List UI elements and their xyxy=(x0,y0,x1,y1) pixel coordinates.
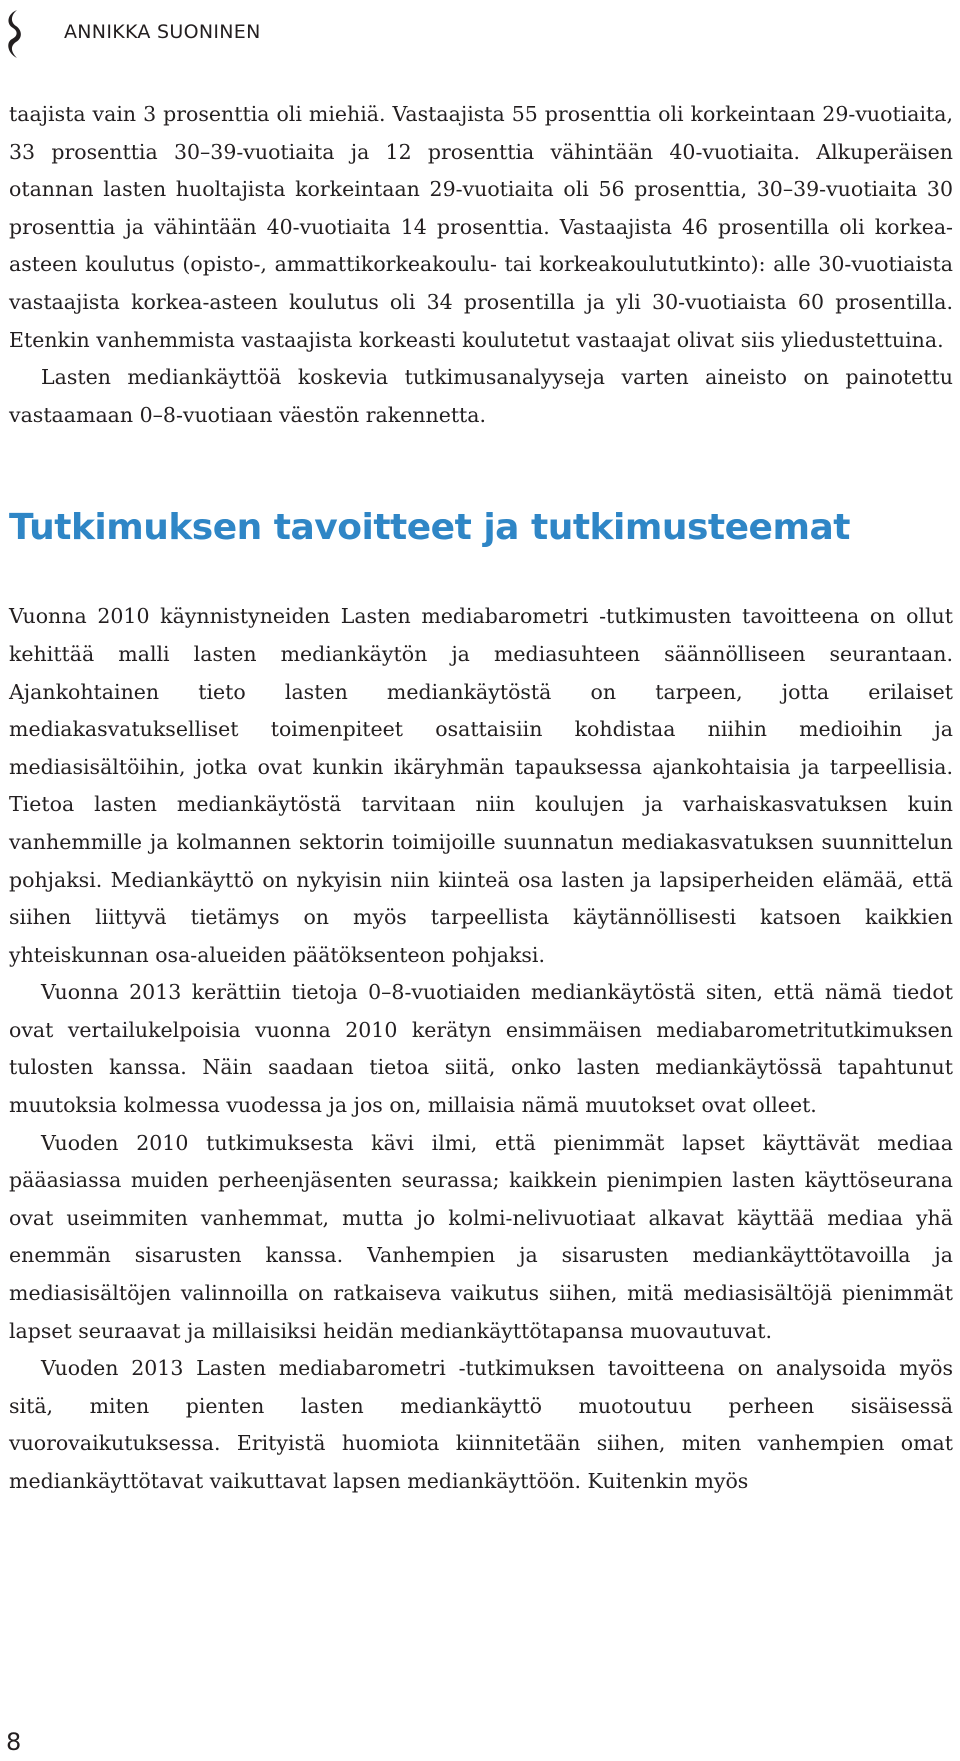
body-paragraph: Vuoden 2010 tutkimuksesta kävi ilmi, että pienimmät lapset käyttävät mediaa pääasiassa muiden perheenjäsenten seurassa; kaikkein pienimpien lasten käyttöseurana ovat useimmiten vanhemmat, mutta jo kolmi-nelivuotiaat alkavat käyttää mediaa yhä enemmän sisarusten kanssa. Vanhempien ja sisarusten mediankäyttötavoilla ja mediasisältöjen valinnoilla on ratkaiseva vaikutus siihen, mitä mediasisältöjä pienimmät lapset seuraavat ja millaisiksi heidän mediankäyttötapansa muovautuvat. xyxy=(9,1130,953,1343)
body-paragraph: Vuoden 2013 Lasten mediabarometri -tutkimuksen tavoitteena on analysoida myös sitä, miten pienten lasten mediankäyttö muotoutuu perheen sisäisessä vuorovaikutuksessa. Erityistä huomiota kiinnitetään siihen, miten vanhempien omat mediankäyttötavat vaikuttavat lapsen mediankäyttöön. Kuitenkin myös xyxy=(9,1356,953,1493)
page-header xyxy=(4,8,261,60)
body-paragraph: Vuonna 2010 käynnistyneiden Lasten mediabarometri -tutkimusten tavoitteena on ollut kehittää malli lasten mediankäytön ja mediasuhteen säännölliseen seurantaan. Ajankohtainen tieto lasten mediankäytöstä on tarpeen, jotta erilaiset mediakasvatukselliset toimenpiteet osattaisiin kohdistaa niihin medioihin ja mediasisältöihin, jotka ovat kunkin ikäryhmän tapauksessa ajankohtaisia ja tarpeellisia. Tietoa lasten mediankäytöstä tarvitaan niin koulujen ja varhaiskasvatuksen kuin vanhemmille ja kolmannen sektorin toimijoille suunnatun mediakasvatuksen suunnittelun pohjaksi. Mediankäyttö on nykyisin niin kiinteä osa lasten ja lapsiperheiden elämää, että siihen liittyvä tietämys on myös tarpeellista käytännöllisesti katsoen kaikkien yhteiskunnan osa-alueiden päätöksenteon pohjaksi. xyxy=(9,604,953,967)
body-paragraph: Vuonna 2013 kerättiin tietoja 0–8-vuotiaiden mediankäytöstä siten, että nämä tiedot ovat vertailukelpoisia vuonna 2010 kerätyn ensimmäisen mediabarometritutkimuksen tulosten kanssa. Näin saadaan tietoa siitä, onko lasten mediankäytössä tapahtunut muutoksia kolmessa vuodessa ja jos on, millaisia nämä muutokset ovat olleet. xyxy=(9,980,953,1118)
body-paragraph: taajista vain 3 prosenttia oli miehiä. Vastaajista 55 prosenttia oli korkeintaan 29-vuotiaita, 33 prosenttia 30–39-vuotiaita ja 12 prosenttia vähintään 40-vuotiaita. Alkuperäisen otannan lasten huoltajista korkeintaan 29-vuotiaita oli 56 prosenttia, 30–39-vuotiaita 30 prosenttia ja vähintään 40-vuotiaita 14 prosenttia. Vastaajista 46 prosentilla oli korkea-asteen koulutus (opisto-, ammattikorkeakoulu- tai korkeakoulututkinto): alle 30-vuotiaista vastaajista korkea-asteen koulutus oli 34 prosentilla ja yli 30-vuotiaista 60 prosentilla. Etenkin vanhemmista vastaajista korkeasti koulutetut vastaajat olivat siis yliedustettuina. xyxy=(9,102,953,352)
page-body xyxy=(9,96,953,1501)
section-heading: Tutkimuksen tavoitteet ja tutkimusteemat xyxy=(9,507,850,549)
running-header-author: ANNIKKA SUONINEN xyxy=(64,21,261,43)
body-paragraph: Lasten mediankäyttöä koskevia tutkimusanalyyseja varten aineisto on painotettu vastaamaan 0–8-vuotiaan väestön rakennetta. xyxy=(9,365,953,427)
page-number: 8 xyxy=(6,1728,22,1756)
publisher-logo-icon xyxy=(4,8,26,60)
